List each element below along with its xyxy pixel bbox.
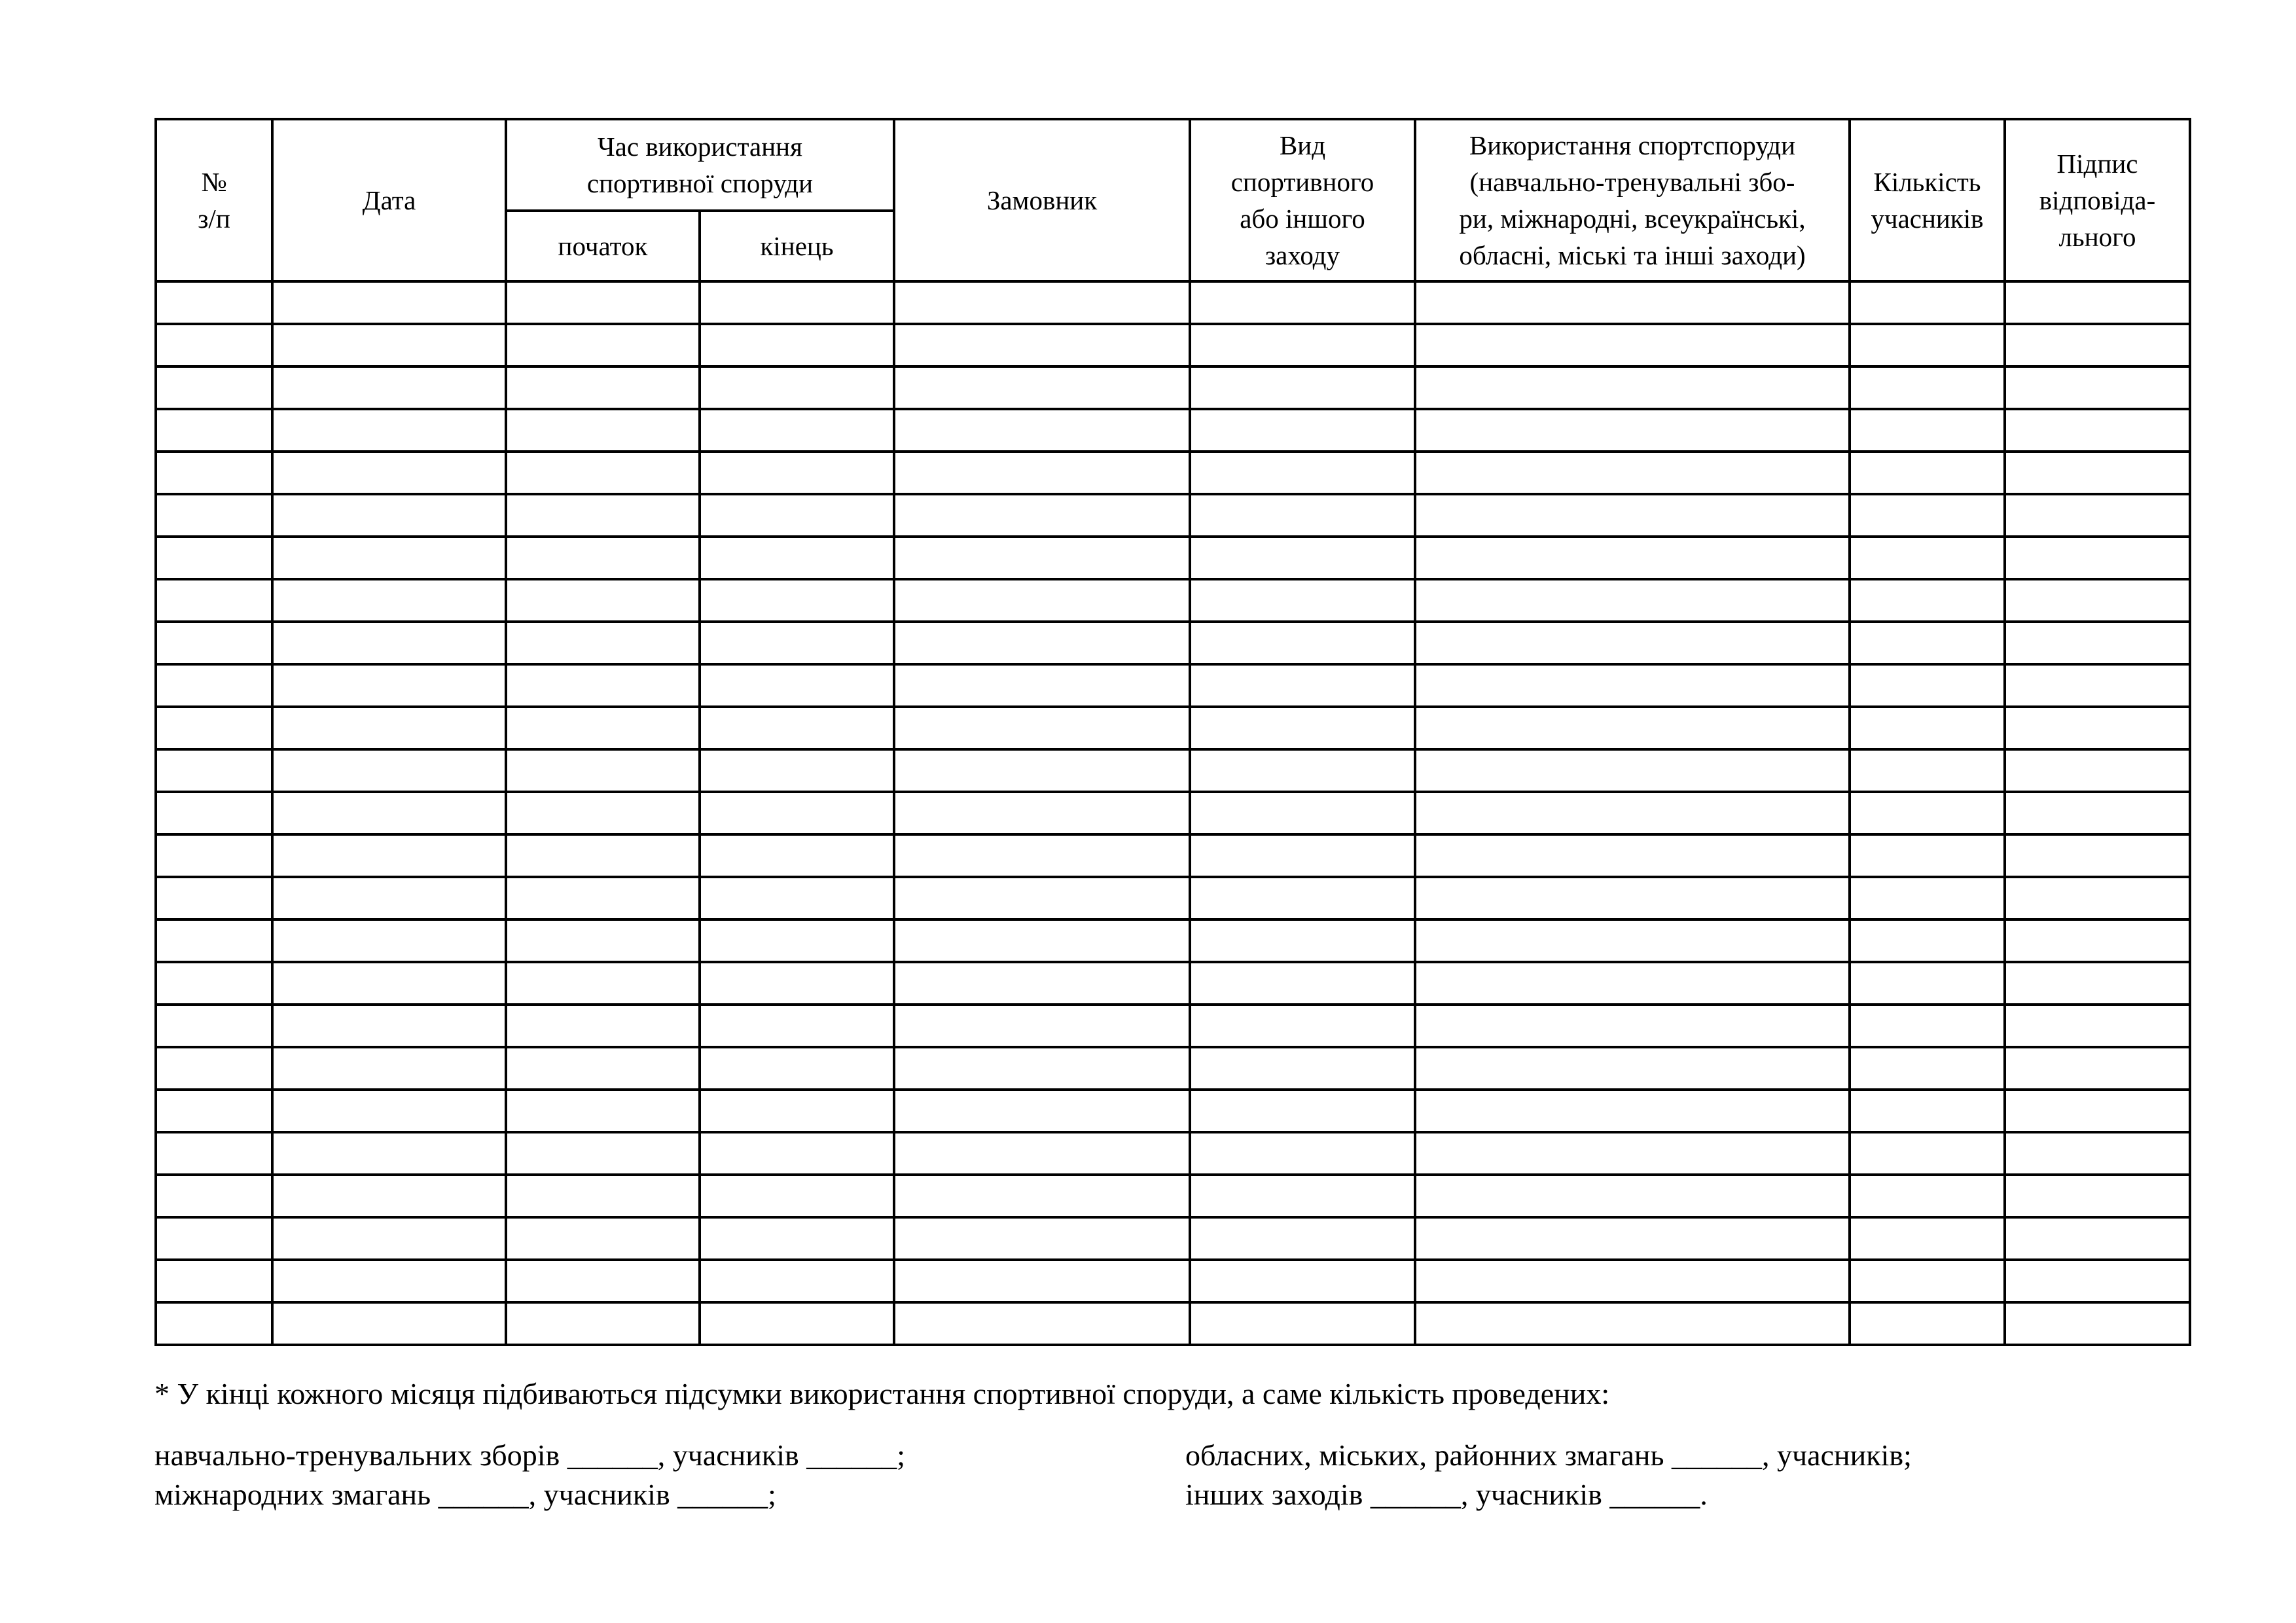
cell-end[interactable] xyxy=(700,1047,894,1090)
cell-number[interactable] xyxy=(156,877,272,919)
table-row xyxy=(156,281,2190,324)
cell-event-type[interactable] xyxy=(1190,281,1415,324)
cell-end[interactable] xyxy=(700,1090,894,1132)
cell-usage[interactable] xyxy=(1415,579,1850,622)
cell-usage[interactable] xyxy=(1415,1302,1850,1345)
table-row xyxy=(156,409,2190,452)
table-row xyxy=(156,537,2190,579)
cell-signature[interactable] xyxy=(2005,622,2190,664)
table-row xyxy=(156,1132,2190,1175)
cell-date[interactable] xyxy=(272,749,506,792)
cell-end[interactable] xyxy=(700,622,894,664)
cell-customer[interactable] xyxy=(894,1175,1190,1217)
cell-date[interactable] xyxy=(272,1090,506,1132)
cell-end[interactable] xyxy=(700,494,894,537)
cell-signature[interactable] xyxy=(2005,962,2190,1005)
cell-number[interactable] xyxy=(156,537,272,579)
cell-event-type[interactable] xyxy=(1190,707,1415,749)
cell-end[interactable] xyxy=(700,792,894,834)
cell-date[interactable] xyxy=(272,664,506,707)
cell-usage[interactable] xyxy=(1415,452,1850,494)
cell-customer[interactable] xyxy=(894,537,1190,579)
cell-customer[interactable] xyxy=(894,707,1190,749)
cell-event-type[interactable] xyxy=(1190,664,1415,707)
cell-end[interactable] xyxy=(700,664,894,707)
header-customer-label: Замовник xyxy=(986,185,1098,215)
cell-customer[interactable] xyxy=(894,919,1190,962)
cell-event-type[interactable] xyxy=(1190,494,1415,537)
cell-end[interactable] xyxy=(700,366,894,409)
cell-customer[interactable] xyxy=(894,877,1190,919)
cell-customer[interactable] xyxy=(894,664,1190,707)
table-row xyxy=(156,962,2190,1005)
header-end xyxy=(700,211,894,281)
table-row xyxy=(156,622,2190,664)
cell-date[interactable] xyxy=(272,1302,506,1345)
cell-number[interactable] xyxy=(156,792,272,834)
cell-participants[interactable] xyxy=(1850,1047,2005,1090)
cell-end[interactable] xyxy=(700,324,894,366)
cell-signature[interactable] xyxy=(2005,1217,2190,1260)
cell-number[interactable] xyxy=(156,1047,272,1090)
cell-signature[interactable] xyxy=(2005,1260,2190,1302)
cell-customer[interactable] xyxy=(894,1260,1190,1302)
cell-event-type[interactable] xyxy=(1190,1132,1415,1175)
cell-usage[interactable] xyxy=(1415,324,1850,366)
cell-date[interactable] xyxy=(272,962,506,1005)
cell-participants[interactable] xyxy=(1850,1132,2005,1175)
header-event-type xyxy=(1190,119,1415,281)
cell-number[interactable] xyxy=(156,962,272,1005)
header-signature-label: Підпис відповіда- льного xyxy=(2039,149,2156,252)
cell-customer[interactable] xyxy=(894,1005,1190,1047)
cell-usage[interactable] xyxy=(1415,962,1850,1005)
cell-number[interactable] xyxy=(156,452,272,494)
summary-intro: * У кінці кожного місяця підбиваються підсумки використання спортивної споруди, а саме кількість проведених: xyxy=(154,1377,1610,1410)
cell-participants[interactable] xyxy=(1850,792,2005,834)
cell-usage[interactable] xyxy=(1415,409,1850,452)
header-signature xyxy=(2005,119,2190,281)
header-end-label: кінець xyxy=(760,231,834,261)
cell-number[interactable] xyxy=(156,366,272,409)
cell-customer[interactable] xyxy=(894,324,1190,366)
cell-usage[interactable] xyxy=(1415,707,1850,749)
cell-end[interactable] xyxy=(700,1302,894,1345)
cell-signature[interactable] xyxy=(2005,707,2190,749)
cell-date[interactable] xyxy=(272,324,506,366)
cell-date[interactable] xyxy=(272,1132,506,1175)
cell-start[interactable] xyxy=(506,1260,700,1302)
cell-end[interactable] xyxy=(700,1260,894,1302)
cell-event-type[interactable] xyxy=(1190,1090,1415,1132)
cell-participants[interactable] xyxy=(1850,877,2005,919)
table-row xyxy=(156,324,2190,366)
cell-number[interactable] xyxy=(156,707,272,749)
cell-date[interactable] xyxy=(272,919,506,962)
cell-start[interactable] xyxy=(506,877,700,919)
cell-start[interactable] xyxy=(506,919,700,962)
cell-number[interactable] xyxy=(156,1005,272,1047)
cell-participants[interactable] xyxy=(1850,1175,2005,1217)
cell-signature[interactable] xyxy=(2005,749,2190,792)
cell-usage[interactable] xyxy=(1415,1047,1850,1090)
cell-end[interactable] xyxy=(700,1175,894,1217)
cell-number[interactable] xyxy=(156,622,272,664)
cell-date[interactable] xyxy=(272,281,506,324)
cell-signature[interactable] xyxy=(2005,494,2190,537)
cell-number[interactable] xyxy=(156,664,272,707)
cell-number[interactable] xyxy=(156,1217,272,1260)
cell-date[interactable] xyxy=(272,409,506,452)
cell-date[interactable] xyxy=(272,834,506,877)
summary-other-events: інших заходів ______, учасників ______. xyxy=(1185,1478,1708,1511)
cell-customer[interactable] xyxy=(894,1047,1190,1090)
cell-number[interactable] xyxy=(156,281,272,324)
cell-date[interactable] xyxy=(272,1047,506,1090)
cell-usage[interactable] xyxy=(1415,1260,1850,1302)
cell-signature[interactable] xyxy=(2005,1132,2190,1175)
cell-signature[interactable] xyxy=(2005,1175,2190,1217)
cell-customer[interactable] xyxy=(894,452,1190,494)
cell-event-type[interactable] xyxy=(1190,749,1415,792)
cell-date[interactable] xyxy=(272,537,506,579)
cell-usage[interactable] xyxy=(1415,664,1850,707)
cell-event-type[interactable] xyxy=(1190,877,1415,919)
cell-usage[interactable] xyxy=(1415,366,1850,409)
cell-participants[interactable] xyxy=(1850,494,2005,537)
cell-start[interactable] xyxy=(506,281,700,324)
cell-date[interactable] xyxy=(272,452,506,494)
cell-start[interactable] xyxy=(506,707,700,749)
cell-start[interactable] xyxy=(506,409,700,452)
cell-start[interactable] xyxy=(506,366,700,409)
cell-signature[interactable] xyxy=(2005,1302,2190,1345)
cell-usage[interactable] xyxy=(1415,1090,1850,1132)
summary-right-column xyxy=(1185,1436,1912,1514)
cell-start[interactable] xyxy=(506,1132,700,1175)
cell-participants[interactable] xyxy=(1850,1090,2005,1132)
cell-usage[interactable] xyxy=(1415,1132,1850,1175)
cell-customer[interactable] xyxy=(894,749,1190,792)
cell-end[interactable] xyxy=(700,834,894,877)
cell-signature[interactable] xyxy=(2005,324,2190,366)
table-row xyxy=(156,707,2190,749)
cell-participants[interactable] xyxy=(1850,281,2005,324)
table-row xyxy=(156,1175,2190,1217)
cell-end[interactable] xyxy=(700,877,894,919)
header-start-label: початок xyxy=(558,231,648,261)
cell-customer[interactable] xyxy=(894,1217,1190,1260)
cell-date[interactable] xyxy=(272,1175,506,1217)
cell-number[interactable] xyxy=(156,749,272,792)
cell-usage[interactable] xyxy=(1415,749,1850,792)
cell-participants[interactable] xyxy=(1850,579,2005,622)
cell-date[interactable] xyxy=(272,1260,506,1302)
cell-start[interactable] xyxy=(506,1175,700,1217)
cell-signature[interactable] xyxy=(2005,792,2190,834)
cell-customer[interactable] xyxy=(894,409,1190,452)
cell-signature[interactable] xyxy=(2005,877,2190,919)
cell-signature[interactable] xyxy=(2005,579,2190,622)
cell-participants[interactable] xyxy=(1850,749,2005,792)
cell-start[interactable] xyxy=(506,1005,700,1047)
cell-start[interactable] xyxy=(506,962,700,1005)
cell-date[interactable] xyxy=(272,622,506,664)
cell-event-type[interactable] xyxy=(1190,1302,1415,1345)
cell-signature[interactable] xyxy=(2005,409,2190,452)
header-number xyxy=(156,119,272,281)
cell-number[interactable] xyxy=(156,579,272,622)
cell-start[interactable] xyxy=(506,1302,700,1345)
cell-event-type[interactable] xyxy=(1190,579,1415,622)
cell-usage[interactable] xyxy=(1415,877,1850,919)
cell-number[interactable] xyxy=(156,494,272,537)
cell-customer[interactable] xyxy=(894,792,1190,834)
header-date-label: Дата xyxy=(362,185,416,215)
summary-training-camps: навчально-тренувальних зборів ______, учасників ______; xyxy=(154,1438,906,1472)
cell-signature[interactable] xyxy=(2005,281,2190,324)
cell-participants[interactable] xyxy=(1850,1005,2005,1047)
cell-start[interactable] xyxy=(506,494,700,537)
cell-participants[interactable] xyxy=(1850,1217,2005,1260)
cell-number[interactable] xyxy=(156,1090,272,1132)
cell-signature[interactable] xyxy=(2005,919,2190,962)
cell-signature[interactable] xyxy=(2005,366,2190,409)
table-row xyxy=(156,494,2190,537)
cell-event-type[interactable] xyxy=(1190,834,1415,877)
cell-start[interactable] xyxy=(506,324,700,366)
cell-event-type[interactable] xyxy=(1190,1005,1415,1047)
cell-start[interactable] xyxy=(506,452,700,494)
cell-usage[interactable] xyxy=(1415,834,1850,877)
cell-end[interactable] xyxy=(700,537,894,579)
cell-number[interactable] xyxy=(156,324,272,366)
table-row xyxy=(156,1260,2190,1302)
cell-end[interactable] xyxy=(700,1005,894,1047)
cell-customer[interactable] xyxy=(894,1132,1190,1175)
cell-usage[interactable] xyxy=(1415,494,1850,537)
header-number-label: № з/п xyxy=(198,167,230,234)
cell-signature[interactable] xyxy=(2005,834,2190,877)
cell-customer[interactable] xyxy=(894,366,1190,409)
cell-participants[interactable] xyxy=(1850,919,2005,962)
cell-usage[interactable] xyxy=(1415,919,1850,962)
header-time-group xyxy=(506,119,894,211)
header-start xyxy=(506,211,700,281)
table-row xyxy=(156,792,2190,834)
cell-start[interactable] xyxy=(506,664,700,707)
cell-event-type[interactable] xyxy=(1190,452,1415,494)
facility-usage-register-table xyxy=(154,118,2191,1346)
summary-columns xyxy=(154,1436,2189,1521)
cell-start[interactable] xyxy=(506,579,700,622)
cell-signature[interactable] xyxy=(2005,452,2190,494)
cell-start[interactable] xyxy=(506,1047,700,1090)
cell-date[interactable] xyxy=(272,1005,506,1047)
cell-usage[interactable] xyxy=(1415,1217,1850,1260)
table-row xyxy=(156,919,2190,962)
cell-event-type[interactable] xyxy=(1190,1175,1415,1217)
cell-end[interactable] xyxy=(700,749,894,792)
cell-end[interactable] xyxy=(700,579,894,622)
cell-end[interactable] xyxy=(700,452,894,494)
table-row xyxy=(156,834,2190,877)
cell-participants[interactable] xyxy=(1850,1260,2005,1302)
cell-start[interactable] xyxy=(506,622,700,664)
cell-usage[interactable] xyxy=(1415,622,1850,664)
cell-participants[interactable] xyxy=(1850,834,2005,877)
cell-event-type[interactable] xyxy=(1190,537,1415,579)
table-row xyxy=(156,1302,2190,1345)
cell-date[interactable] xyxy=(272,792,506,834)
table-row xyxy=(156,1047,2190,1090)
cell-participants[interactable] xyxy=(1850,537,2005,579)
cell-usage[interactable] xyxy=(1415,281,1850,324)
cell-signature[interactable] xyxy=(2005,664,2190,707)
cell-end[interactable] xyxy=(700,1217,894,1260)
header-participants xyxy=(1850,119,2005,281)
cell-event-type[interactable] xyxy=(1190,366,1415,409)
cell-customer[interactable] xyxy=(894,494,1190,537)
cell-start[interactable] xyxy=(506,1090,700,1132)
header-date xyxy=(272,119,506,281)
cell-participants[interactable] xyxy=(1850,452,2005,494)
table-row xyxy=(156,1090,2190,1132)
header-usage-label: Використання спортспоруди (навчально-тренувальні збо- ри, міжнародні, всеукраїнські, обласні, міські та інші заходи) xyxy=(1459,130,1806,270)
cell-event-type[interactable] xyxy=(1190,1260,1415,1302)
register-body xyxy=(156,281,2190,1345)
cell-usage[interactable] xyxy=(1415,792,1850,834)
cell-date[interactable] xyxy=(272,1217,506,1260)
cell-customer[interactable] xyxy=(894,1090,1190,1132)
cell-customer[interactable] xyxy=(894,1302,1190,1345)
cell-number[interactable] xyxy=(156,1260,272,1302)
table-row xyxy=(156,877,2190,919)
cell-number[interactable] xyxy=(156,834,272,877)
table-row xyxy=(156,664,2190,707)
cell-participants[interactable] xyxy=(1850,707,2005,749)
cell-signature[interactable] xyxy=(2005,1090,2190,1132)
summary-regional-competitions: обласних, міських, районних змагань ______, учасників; xyxy=(1185,1438,1912,1472)
cell-number[interactable] xyxy=(156,1175,272,1217)
cell-start[interactable] xyxy=(506,1217,700,1260)
cell-event-type[interactable] xyxy=(1190,962,1415,1005)
header-event-type-label: Вид спортивного або іншого заходу xyxy=(1230,130,1374,270)
cell-date[interactable] xyxy=(272,707,506,749)
table-row xyxy=(156,749,2190,792)
cell-customer[interactable] xyxy=(894,834,1190,877)
cell-start[interactable] xyxy=(506,834,700,877)
cell-event-type[interactable] xyxy=(1190,409,1415,452)
table-row xyxy=(156,1217,2190,1260)
cell-event-type[interactable] xyxy=(1190,622,1415,664)
cell-participants[interactable] xyxy=(1850,962,2005,1005)
header-participants-label: Кількість учасників xyxy=(1871,167,1984,234)
cell-end[interactable] xyxy=(700,962,894,1005)
cell-event-type[interactable] xyxy=(1190,1217,1415,1260)
cell-participants[interactable] xyxy=(1850,622,2005,664)
cell-end[interactable] xyxy=(700,919,894,962)
cell-participants[interactable] xyxy=(1850,1302,2005,1345)
table-row xyxy=(156,1005,2190,1047)
cell-event-type[interactable] xyxy=(1190,1047,1415,1090)
cell-start[interactable] xyxy=(506,792,700,834)
header-usage xyxy=(1415,119,1850,281)
table-row xyxy=(156,579,2190,622)
cell-end[interactable] xyxy=(700,409,894,452)
cell-date[interactable] xyxy=(272,877,506,919)
cell-start[interactable] xyxy=(506,749,700,792)
summary-left-column xyxy=(154,1436,905,1514)
cell-end[interactable] xyxy=(700,1132,894,1175)
cell-customer[interactable] xyxy=(894,281,1190,324)
cell-date[interactable] xyxy=(272,579,506,622)
cell-date[interactable] xyxy=(272,494,506,537)
cell-usage[interactable] xyxy=(1415,1175,1850,1217)
cell-participants[interactable] xyxy=(1850,324,2005,366)
cell-event-type[interactable] xyxy=(1190,919,1415,962)
table-row xyxy=(156,366,2190,409)
table-row xyxy=(156,452,2190,494)
summary-international-competitions: міжнародних змагань ______, учасників ______; xyxy=(154,1478,776,1511)
cell-customer[interactable] xyxy=(894,622,1190,664)
cell-number[interactable] xyxy=(156,919,272,962)
summary-notes xyxy=(154,1374,2189,1521)
cell-event-type[interactable] xyxy=(1190,792,1415,834)
cell-number[interactable] xyxy=(156,1132,272,1175)
cell-event-type[interactable] xyxy=(1190,324,1415,366)
cell-signature[interactable] xyxy=(2005,1005,2190,1047)
cell-date[interactable] xyxy=(272,366,506,409)
cell-number[interactable] xyxy=(156,409,272,452)
cell-signature[interactable] xyxy=(2005,1047,2190,1090)
cell-usage[interactable] xyxy=(1415,537,1850,579)
cell-customer[interactable] xyxy=(894,579,1190,622)
cell-end[interactable] xyxy=(700,707,894,749)
header-customer xyxy=(894,119,1190,281)
cell-customer[interactable] xyxy=(894,962,1190,1005)
cell-start[interactable] xyxy=(506,537,700,579)
cell-signature[interactable] xyxy=(2005,537,2190,579)
cell-participants[interactable] xyxy=(1850,366,2005,409)
header-time-group-label: Час використання спортивної споруди xyxy=(586,132,814,198)
cell-number[interactable] xyxy=(156,1302,272,1345)
cell-participants[interactable] xyxy=(1850,664,2005,707)
cell-end[interactable] xyxy=(700,281,894,324)
cell-participants[interactable] xyxy=(1850,409,2005,452)
cell-usage[interactable] xyxy=(1415,1005,1850,1047)
